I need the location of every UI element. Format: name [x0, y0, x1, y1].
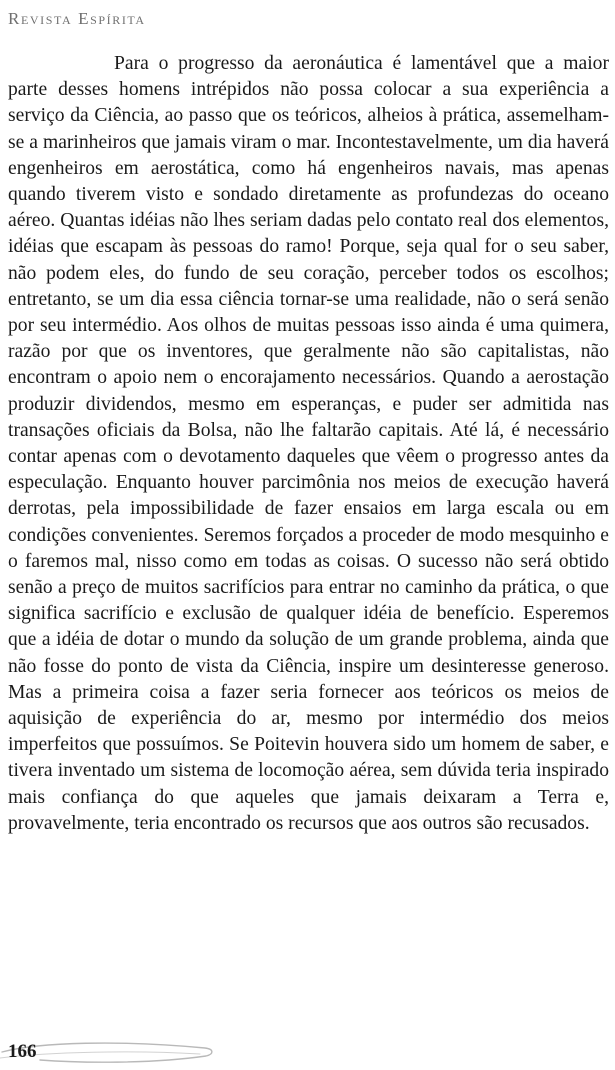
- main-text: [8, 51, 609, 837]
- running-header: Revista Espírita: [8, 9, 146, 28]
- body-paragraph: Para o progresso da aeronáutica é lamentável que a maior parte desses homens intrépidos não possa colocar a sua experiência a serviço da Ciência, ao passo que os teóricos, alheios à prática, assemelham-se a marinheiros que jamais viram o mar. Incontestavelmente, um dia haverá engenheiros em aerostática, como há engenheiros navais, mas apenas quando tiverem visto e sondado diretamente as profundezas do oceano aéreo. Quantas idéias não lhes seriam dadas pelo contato real dos elementos, idéias que escapam às pessoas do ramo! Porque, seja qual for o seu saber, não podem eles, do fundo de seu coração, perceber todos os escolhos; entretanto, se um dia essa ciência tornar-se uma realidade, não o será senão por seu intermédio. Aos olhos de muitas pessoas isso ainda é uma quimera, razão por que os inventores, que geralmente não são capitalistas, não encontram o apoio nem o encorajamento necessários. Quando a aerostação produzir dividendos, mesmo em esperanças, e puder ser admitida nas transações oficiais da Bolsa, não lhe faltarão capitais. Até lá, é necessário contar apenas com o devotamento daqueles que vêem o progresso antes da especulação. Enquanto houver parcimônia nos meios de execução haverá derrotas, pela impossibilidade de fazer ensaios em larga escala ou em condições convenientes. Seremos forçados a proceder de modo mesquinho e o faremos mal, nisso como em todas as coisas. O sucesso não será obtido senão a preço de muitos sacrifícios para entrar no caminho da prática, o que significa sacrifício e exclusão de qualquer idéia de benefício. Esperemos que a idéia de dotar o mundo da solução de um grande problema, ainda que não fosse do ponto de vista da Ciência, inspire um desinteresse generoso. Mas a primeira coisa a fazer seria fornecer aos teóricos os meios de aquisição de experiência do ar, mesmo por intermédio dos meios imperfeitos que possuímos. Se Poitevin houvera sido um homem de saber, e tivera inventado um sistema de locomoção aérea, sem dúvida teria inspirado mais confiança do que aqueles que jamais deixaram a Terra e, provavelmente, teria encontrado os recursos que aos outros são recusados.: [8, 53, 609, 834]
- page-number: 166: [8, 1041, 37, 1062]
